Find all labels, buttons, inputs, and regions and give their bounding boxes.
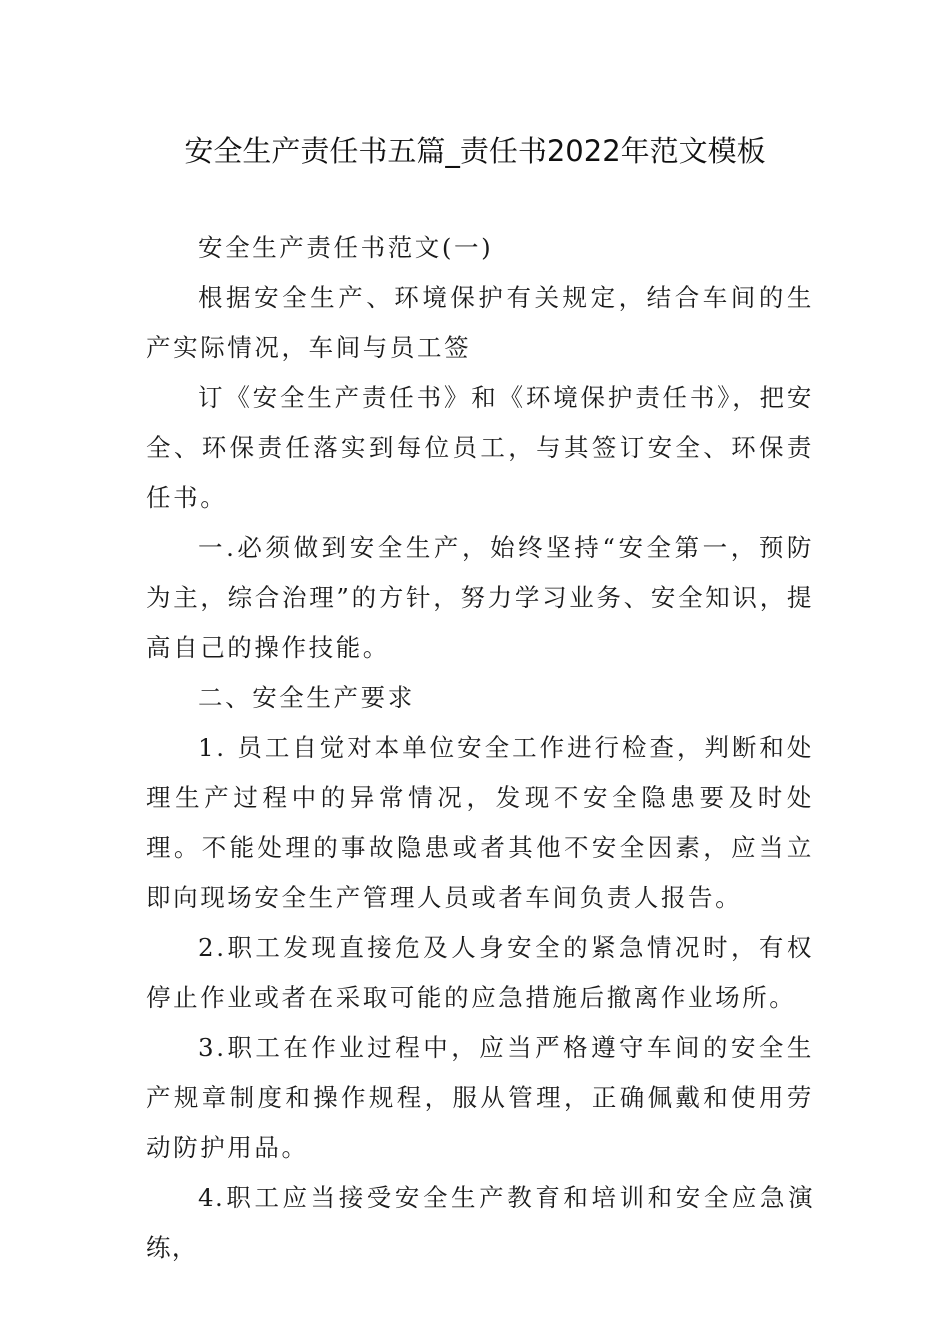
section-heading: 安全生产责任书范文(一): [198, 233, 494, 262]
section-heading: 二、安全生产要求: [198, 683, 415, 712]
list-item: 1. 员工自觉对本单位安全工作进行检查，判断和处理生产过程中的异常情况，发现不安全隐患要及时处理。不能处理的事故隐患或者其他不安全因素，应当立即向现场安全生产管理人员或者车间负责人报告。: [146, 733, 814, 912]
paragraph: 一.必须做到安全生产，始终坚持“安全第一，预防为主，综合治理”的方针，努力学习业务、安全知识，提高自己的操作技能。: [146, 533, 814, 662]
list-item: 4.职工应当接受安全生产教育和培训和安全应急演练，: [146, 1183, 814, 1262]
list-item: 2.职工发现直接危及人身安全的紧急情况时，有权停止作业或者在采取可能的应急措施后撤离作业场所。: [146, 933, 814, 1012]
paragraph: 根据安全生产、环境保护有关规定，结合车间的生产实际情况，车间与员工签: [146, 283, 814, 362]
document-body: [146, 223, 814, 1273]
list-item: 3.职工在作业过程中，应当严格遵守车间的安全生产规章制度和操作规程，服从管理，正确佩戴和使用劳动防护用品。: [146, 1033, 814, 1162]
document-title: 安全生产责任书五篇_责任书2022年范文模板: [184, 134, 766, 168]
paragraph: 订《安全生产责任书》和《环境保护责任书》，把安全、环保责任落实到每位员工，与其签订安全、环保责任书。: [146, 383, 814, 512]
